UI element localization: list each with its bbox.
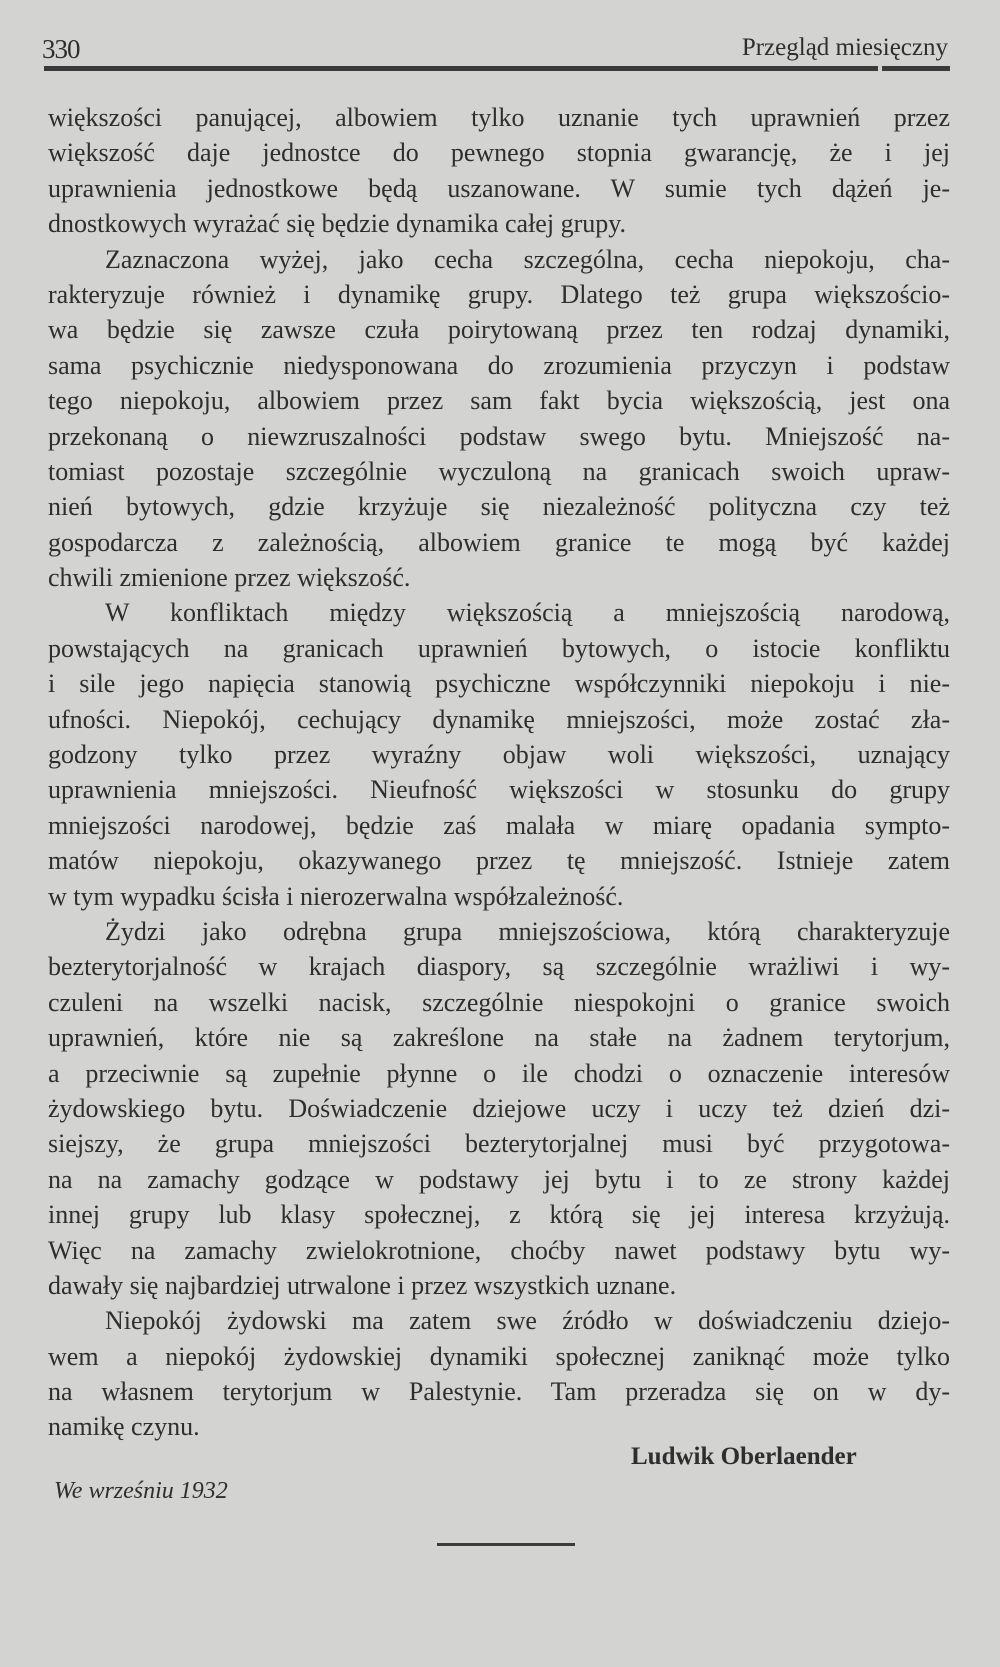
text-line: i sile jego napięcia stanowią psychiczne współczynniki niepokoju i nie-: [48, 669, 950, 699]
end-separator: [437, 1543, 575, 1546]
text-line: godzony tylko przez wyraźny objaw woli większości, uznający: [48, 740, 950, 770]
text-line: matów niepokoju, okazywanego przez tę mniejszość. Istnieje zatem: [48, 846, 950, 876]
text-line: dawały się najbardziej utrwalone i przez wszystkich uznane.: [48, 1270, 677, 1300]
text-line: uprawnień, które nie są zakreślone na stałe na żadnem terytorjum,: [48, 1023, 950, 1053]
text-line: Żydzi jako odrębna grupa mniejszościowa, którą charakteryzuje: [105, 916, 950, 946]
text-line: a przeciwnie są zupełnie płynne o ile chodzi o oznaczenie interesów: [48, 1058, 950, 1088]
text-line: sama psychicznie niedysponowana do zrozumienia przyczyn i podstaw: [48, 350, 950, 380]
text-line: większość daje jednostce do pewnego stopnia gwarancję, że i jej: [48, 138, 950, 168]
text-line: większości panującej, albowiem tylko uznanie tych uprawnień przez: [48, 103, 950, 132]
date-line: We wrześniu 1932: [54, 1478, 228, 1504]
text-line: W konfliktach między większością a mniejszością narodową,: [105, 598, 950, 628]
text-line: bezterytorjalność w krajach diaspory, są szczególnie wrażliwi i wy-: [48, 952, 950, 982]
text-line: powstających na granicach uprawnień bytowych, o istocie konfliktu: [48, 633, 950, 663]
header-rule: [44, 66, 950, 71]
header-rule-gap: [878, 66, 882, 71]
text-line: na własnem terytorjum w Palestynie. Tam przeradza się on w dy-: [48, 1377, 950, 1407]
text-line: siejszy, że grupa mniejszości bezterytorjalnej musi być przygotowa-: [48, 1129, 950, 1159]
text-line: rakteryzuje również i dynamikę grupy. Dlatego też grupa większościo-: [48, 279, 950, 309]
text-line: w tym wypadku ścisła i nierozerwalna współzależność.: [48, 881, 624, 911]
text-line: wem a niepokój żydowskiej dynamiki społecznej zaniknąć może tylko: [48, 1341, 950, 1371]
text-line: namikę czynu.: [48, 1412, 200, 1442]
text-line: tego niepokoju, albowiem przez sam fakt bycia większością, jest ona: [48, 386, 950, 416]
text-line: innej grupy lub klasy społecznej, z którą się jej interesa krzyżują.: [48, 1200, 950, 1230]
article-body: [48, 100, 950, 1445]
text-line: czuleni na wszelki nacisk, szczególnie niespokojni o granice swoich: [48, 987, 950, 1017]
text-line: chwili zmienione przez większość.: [48, 563, 411, 593]
text-line: dnostkowych wyrażać się będzie dynamika całej grupy.: [48, 209, 627, 239]
text-line: ufności. Niepokój, cechujący dynamikę mniejszości, może zostać zła-: [48, 704, 950, 734]
text-line: żydowskiego bytu. Doświadczenie dziejowe uczy i uczy też dzień dzi-: [48, 1093, 950, 1123]
text-line: Niepokój żydowski ma zatem swe źródło w doświadczeniu dziejo-: [105, 1306, 950, 1336]
text-line: uprawnienia mniejszości. Nieufność większości w stosunku do grupy: [48, 775, 950, 805]
text-line: przekonaną o niewzruszalności podstaw swego bytu. Mniejszość na-: [48, 421, 950, 451]
text-line: Więc na zamachy zwielokrotnione, choćby nawet podstawy bytu wy-: [48, 1235, 950, 1265]
text-line: tomiast pozostaje szczególnie wyczuloną na granicach swoich upraw-: [48, 456, 950, 486]
page-number: 330: [42, 34, 80, 64]
text-line: mniejszości narodowej, będzie zaś malała w miarę opadania sympto-: [48, 810, 950, 840]
running-title: Przegląd miesięczny: [741, 34, 948, 61]
text-line: nień bytowych, gdzie krzyżuje się niezależność polityczna czy też: [48, 492, 950, 522]
text-line: Zaznaczona wyżej, jako cecha szczególna, cecha niepokoju, cha-: [105, 244, 950, 274]
author-signature: Ludwik Oberlaender: [631, 1443, 857, 1470]
text-line: na na zamachy godzące w podstawy jej bytu i to ze strony każdej: [48, 1164, 950, 1194]
text-line: gospodarcza z zależnością, albowiem granice te mogą być każdej: [48, 527, 950, 557]
text-line: uprawnienia jednostkowe będą uszanowane. W sumie tych dążeń je-: [48, 173, 950, 203]
text-line: wa będzie się zawsze czuła poirytowaną przez ten rodzaj dynamiki,: [48, 315, 950, 345]
